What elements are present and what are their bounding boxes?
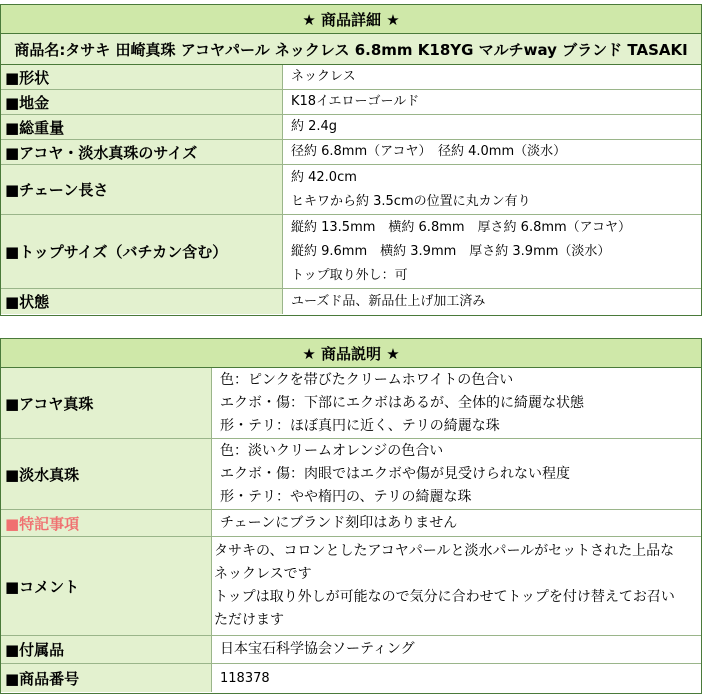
value-line: チェーンにブランド刻印はありません xyxy=(220,514,458,531)
value-line: トップ取り外し：可 xyxy=(291,267,408,283)
row-label: ■コメント xyxy=(1,537,212,635)
value-line: 118378 xyxy=(220,670,270,686)
row-value xyxy=(283,115,337,139)
value-line: 色：ピンクを帯びたクリームホワイトの色合い xyxy=(220,371,514,388)
row-label: ■淡水真珠 xyxy=(1,439,212,509)
row-value xyxy=(212,368,584,438)
value-line: 径約 6.8mm（アコヤ） 径約 4.0mm（淡水） xyxy=(291,144,567,159)
desc-row-comment xyxy=(1,537,701,636)
desc-row-special-notes xyxy=(1,510,701,537)
value-line: 縦約 9.6mm 横約 3.9mm 厚さ約 3.9mm（淡水） xyxy=(291,243,611,259)
product-description-table xyxy=(0,338,702,694)
row-label: ■総重量 xyxy=(1,115,283,139)
detail-row-pearl-size xyxy=(1,140,701,165)
row-value xyxy=(212,664,270,692)
detail-row-shape xyxy=(1,65,701,90)
value-line: ネックレスです xyxy=(214,566,312,582)
row-label: ■チェーン長さ xyxy=(1,165,283,214)
description-header: ★ 商品説明 ★ xyxy=(1,339,701,368)
row-value xyxy=(283,215,631,288)
product-details-table xyxy=(0,4,702,316)
value-line: 形・テリ：ほぼ真円に近く、テリの綺麗な珠 xyxy=(220,417,500,434)
value-line: 形・テリ：やや楕円の、テリの綺麗な珠 xyxy=(220,488,472,505)
row-label: ■アコヤ真珠 xyxy=(1,368,212,438)
row-label: ■付属品 xyxy=(1,636,212,663)
value-line: 縦約 13.5mm 横約 6.8mm 厚さ約 6.8mm（アコヤ） xyxy=(291,219,632,235)
value-line: エクボ・傷：下部にエクボはあるが、全体的に綺麗な状態 xyxy=(220,394,584,411)
desc-row-accessories xyxy=(1,636,701,664)
product-name: 商品名:タサキ 田崎真珠 アコヤパール ネックレス 6.8mm K18YG マルチway ブランド TASAKI xyxy=(1,34,701,65)
value-line: 日本宝石科学協会ソーティング xyxy=(220,641,415,657)
row-value xyxy=(283,90,419,114)
value-line: ネックレス xyxy=(291,69,356,84)
detail-row-top-size xyxy=(1,215,701,289)
row-label: ■アコヤ・淡水真珠のサイズ xyxy=(1,140,283,164)
desc-row-item-number xyxy=(1,664,701,692)
value-line: ユーズド品、新品仕上げ加工済み xyxy=(291,293,486,309)
row-label: ■地金 xyxy=(1,90,283,114)
details-header: ★ 商品詳細 ★ xyxy=(1,5,701,34)
detail-row-condition xyxy=(1,289,701,314)
row-value xyxy=(283,289,485,314)
row-value xyxy=(212,636,415,663)
row-value xyxy=(212,537,675,635)
row-value xyxy=(212,510,457,536)
value-line: エクボ・傷：肉眼ではエクボや傷が見受けられない程度 xyxy=(220,465,570,482)
detail-row-chain-length xyxy=(1,165,701,215)
value-line: トップは取り外しが可能なので気分に合わせてトップを付け替えてお召い xyxy=(214,589,675,605)
row-value xyxy=(212,439,570,509)
row-value xyxy=(283,165,531,214)
row-label: ■トップサイズ（バチカン含む） xyxy=(1,215,283,288)
value-line: K18イエローゴールド xyxy=(291,94,420,109)
value-line: ただけます xyxy=(214,612,284,628)
value-line: 約 2.4g xyxy=(291,119,338,134)
desc-row-akoya xyxy=(1,368,701,439)
desc-row-freshwater xyxy=(1,439,701,510)
value-line: ヒキワから約 3.5cmの位置に丸カン有り xyxy=(291,193,531,209)
row-label: ■商品番号 xyxy=(1,664,212,692)
value-line: タサキの、コロンとしたアコヤパールと淡水パールがセットされた上品な xyxy=(214,543,675,559)
row-value xyxy=(283,65,356,89)
row-label: ■形状 xyxy=(1,65,283,89)
detail-row-weight xyxy=(1,115,701,140)
row-value xyxy=(283,140,566,164)
detail-row-metal xyxy=(1,90,701,115)
value-line: 色：淡いクリームオレンジの色合い xyxy=(220,442,444,459)
row-label: ■状態 xyxy=(1,289,283,314)
row-label: ■特記事項 xyxy=(1,510,212,536)
value-line: 約 42.0cm xyxy=(291,169,357,185)
